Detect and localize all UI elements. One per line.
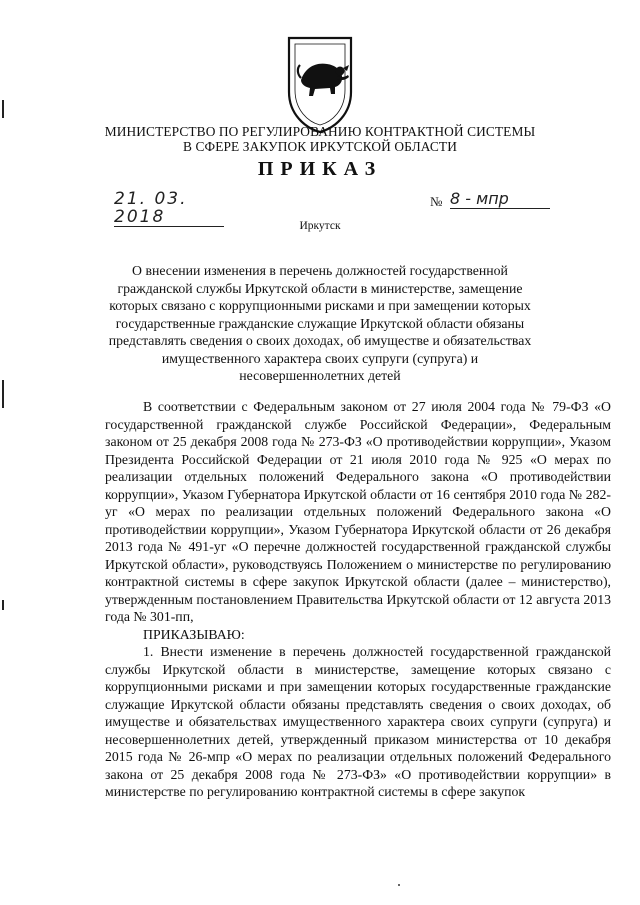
handwritten-date: 21. 03. 2018 xyxy=(114,190,224,227)
scan-margin-mark xyxy=(2,600,4,610)
ministry-name-line1: МИНИСТЕРСТВО ПО РЕГУЛИРОВАНИЮ КОНТРАКТНОЙ СИСТЕМЫ xyxy=(104,124,536,139)
document-type-title: ПРИКАЗ xyxy=(257,158,383,180)
preamble-paragraph: В соответствии с Федеральным законом от 27 июля 2004 года № 79-ФЗ «О государственной гражданской службе Российской Федерации», Федеральным законом от 25 декабря 2008 года № 273-ФЗ «О противодействии коррупции», Указом Президента Российской Федерации от 21 июля 2010 года № 925 «О мерах по реализации отдельных положений Федерального закона «О противодействии коррупции», Указом Губернатора Иркутской области от 16 сентября 2010 года № 282-уг «О мерах по реализации отдельных положений Федерального закона «О противодействии коррупции», Указом Губернатора Иркутской области от 26 декабря 2013 года № 491-уг «О перечне должностей государственной гражданской службы Иркутской области», руководствуясь Положением о министерстве по регулированию контрактной системы в сфере закупок Иркутской области (далее – министерство), утвержденным постановлением Правительства Иркутской области от 12 августа 2013 года № 301-пп, xyxy=(105,399,611,624)
ministry-name-line2: В СФЕРЕ ЗАКУПОК ИРКУТСКОЙ ОБЛАСТИ xyxy=(183,139,457,154)
scan-margin-mark xyxy=(2,380,4,408)
clause-1-paragraph: 1. Внести изменение в перечень должностей государственной гражданской службы Иркутской области в министерстве, замещение которых связано с коррупционными рисками и при замещении которых государственные гражданские служащие Иркутской области обязаны представлять сведения о своих доходах, об имуществе и обязательствах имущественного характера своих супруги (супруга) и несовершеннолетних детей, утвержденный приказом министерства от 10 декабря 2015 года № 26-мпр «О мерах по реализации отдельных положений Федерального закона от 25 декабря 2008 года № 273-ФЗ» «О противодействии коррупции» в министерстве по регулированию контрактной системы в сфере закупок xyxy=(105,644,611,799)
order-subject: О внесении изменения в перечень должностей государственной гражданской службы Иркутской области в министерстве, замещение которых связано с коррупционными рисками и при замещении которых государственные гражданские служащие Иркутской области обязаны представлять сведения о своих доходах, об имуществе и обязательствах имущественного характера своих супруги (супруга) и несовершеннолетних детей xyxy=(108,263,532,383)
order-keyword: ПРИКАЗЫВАЮ: xyxy=(143,626,245,642)
city-label: Иркутск xyxy=(299,220,341,232)
ministry-name xyxy=(0,124,640,154)
scan-margin-mark xyxy=(2,100,4,118)
number-sign: № xyxy=(430,194,443,209)
handwritten-number: 8 - мпр xyxy=(450,190,550,209)
scan-speck xyxy=(398,884,400,886)
order-body xyxy=(105,398,611,801)
coat-of-arms-icon xyxy=(279,32,361,136)
